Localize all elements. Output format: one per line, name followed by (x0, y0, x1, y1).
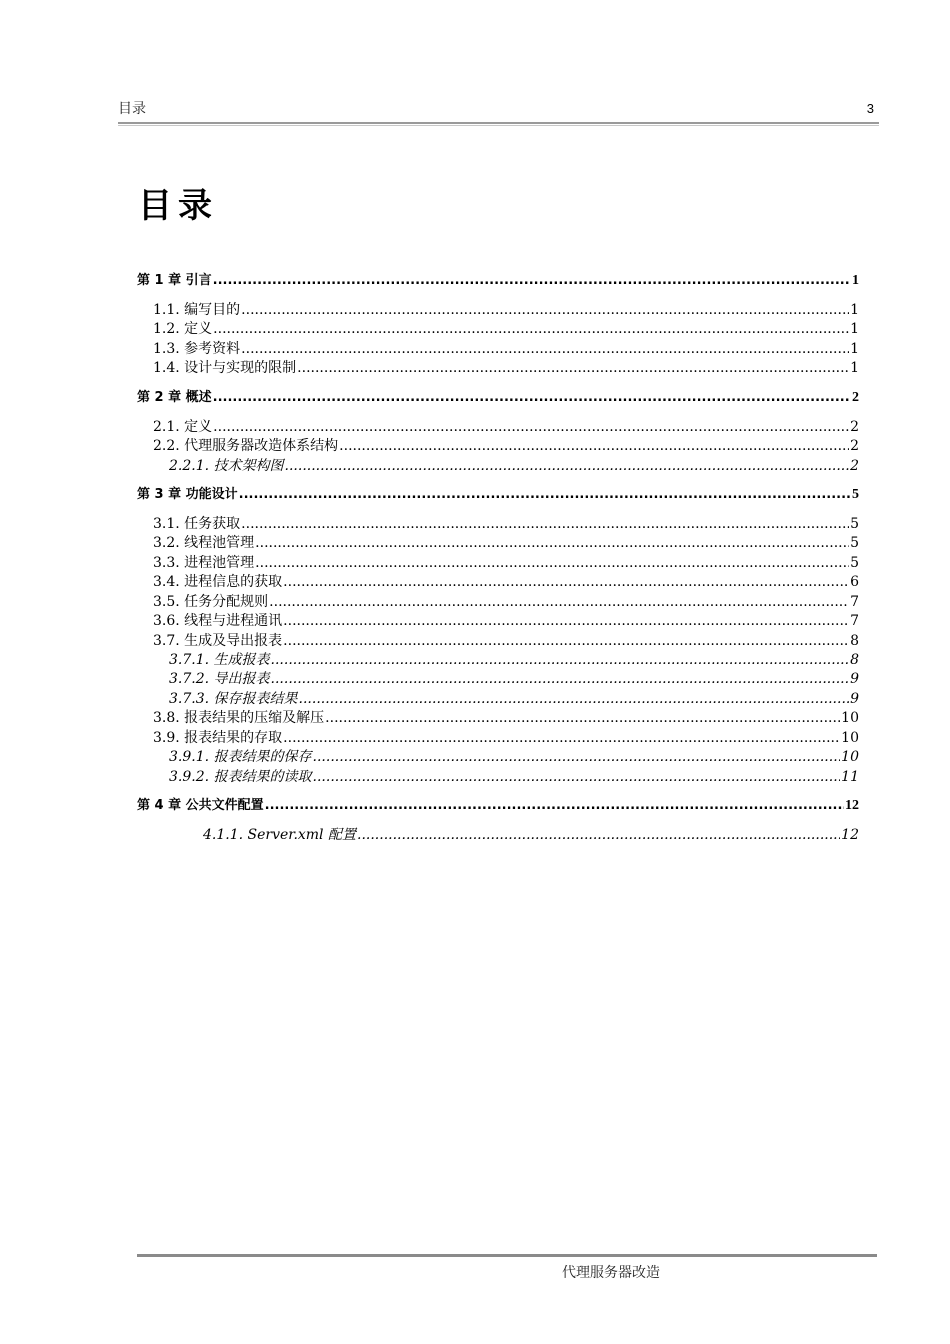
header-title: 目录 (118, 101, 146, 117)
toc-entry-page: 10 (841, 749, 859, 765)
document-title: 目录 (138, 186, 218, 226)
toc-entry[interactable] (153, 320, 859, 338)
toc-entry[interactable] (153, 612, 859, 630)
toc-dot-leader (271, 651, 850, 669)
toc-dot-leader (241, 301, 849, 319)
toc-dot-leader (255, 554, 849, 572)
toc-entry[interactable] (153, 534, 859, 552)
toc-chapter-entry[interactable] (137, 797, 859, 815)
toc-entry-page: 1 (850, 341, 859, 357)
toc-entry-label: 3.4. 进程信息的获取 (153, 574, 283, 590)
toc-dot-leader (339, 437, 849, 455)
toc-entry-label: 第 1 章 引言 (137, 273, 212, 288)
toc-entry-page: 1 (850, 302, 859, 318)
toc-entry-label: 3.7.2. 导出报表 (169, 671, 270, 687)
toc-entry-page: 12 (841, 827, 859, 843)
toc-entry[interactable] (153, 709, 859, 727)
toc-dot-leader (283, 729, 840, 747)
toc-entry[interactable] (169, 748, 859, 766)
toc-entry-label: 3.5. 任务分配规则 (153, 594, 269, 610)
toc-dot-leader (239, 486, 851, 504)
toc-entry-label: 第 2 章 概述 (137, 390, 212, 405)
toc-entry[interactable] (153, 515, 859, 533)
toc-entry-label: 3.8. 报表结果的压缩及解压 (153, 710, 325, 726)
toc-dot-leader (271, 670, 850, 688)
toc-dot-leader (283, 573, 849, 591)
toc-entry[interactable] (153, 593, 859, 611)
toc-dot-leader (269, 593, 849, 611)
toc-entry[interactable] (153, 301, 859, 319)
toc-entry-page: 9 (850, 671, 859, 687)
toc-entry-label: 1.1. 编写目的 (153, 302, 241, 318)
toc-entry-label: 2.1. 定义 (153, 419, 213, 435)
toc-entry-page: 7 (850, 613, 859, 629)
toc-entry[interactable] (153, 554, 859, 572)
toc-dot-leader (213, 389, 851, 407)
toc-entry-label: 3.7.3. 保存报表结果 (169, 691, 298, 707)
toc-entry[interactable] (153, 632, 859, 650)
toc-entry-label: 3.1. 任务获取 (153, 516, 241, 532)
toc-entry-page: 2 (850, 438, 859, 454)
toc-entry[interactable] (203, 826, 859, 844)
toc-dot-leader (313, 748, 841, 766)
toc-dot-leader (283, 612, 849, 630)
toc-entry-page: 2 (850, 419, 859, 435)
toc-entry-page: 5 (850, 516, 859, 532)
toc-entry-page: 12 (845, 798, 859, 813)
toc-entry-label: 3.7.1. 生成报表 (169, 652, 270, 668)
toc-entry-page: 6 (850, 574, 859, 590)
toc-entry-label: 3.6. 线程与进程通讯 (153, 613, 283, 629)
toc-dot-leader (313, 768, 841, 786)
toc-dot-leader (283, 632, 849, 650)
toc-dot-leader (357, 826, 840, 844)
toc-entry[interactable] (153, 573, 859, 591)
toc-entry-label: 4.1.1. Server.xml 配置 (203, 827, 356, 843)
toc-entry[interactable] (153, 418, 859, 436)
toc-entry-page: 5 (852, 487, 859, 502)
toc-chapter-entry[interactable] (137, 389, 859, 407)
footer-divider (137, 1254, 877, 1257)
toc-entry-page: 5 (850, 535, 859, 551)
toc-entry-label: 3.7. 生成及导出报表 (153, 633, 283, 649)
toc-entry-page: 5 (850, 555, 859, 571)
toc-entry-page: 10 (841, 730, 859, 746)
toc-entry-label: 3.9.2. 报表结果的读取 (169, 769, 312, 785)
toc-entry[interactable] (169, 651, 859, 669)
toc-dot-leader (213, 320, 849, 338)
toc-entry[interactable] (169, 768, 859, 786)
toc-entry-label: 第 4 章 公共文件配置 (137, 798, 264, 813)
toc-entry-label: 3.3. 进程池管理 (153, 555, 255, 571)
toc-entry-page: 7 (850, 594, 859, 610)
toc-entry-label: 2.2.1. 技术架构图 (169, 458, 284, 474)
toc-entry[interactable] (169, 457, 859, 475)
header-page-number: 3 (866, 101, 874, 116)
toc-dot-leader (297, 359, 849, 377)
toc-entry-label: 1.4. 设计与实现的限制 (153, 360, 297, 376)
toc-dot-leader (265, 797, 844, 815)
toc-entry[interactable] (169, 690, 859, 708)
toc-dot-leader (255, 534, 849, 552)
toc-entry[interactable] (153, 340, 859, 358)
toc-entry-page: 1 (850, 360, 859, 376)
toc-entry-page: 2 (850, 458, 859, 474)
toc-dot-leader (213, 272, 851, 290)
toc-entry-page: 9 (850, 691, 859, 707)
toc-chapter-entry[interactable] (137, 486, 859, 504)
toc-entry-label: 第 3 章 功能设计 (137, 487, 238, 502)
toc-entry-label: 2.2. 代理服务器改造体系结构 (153, 438, 339, 454)
toc-dot-leader (299, 690, 850, 708)
toc-entry-page: 2 (852, 390, 859, 405)
toc-entry-label: 3.9.1. 报表结果的保存 (169, 749, 312, 765)
toc-entry-label: 3.2. 线程池管理 (153, 535, 255, 551)
toc-entry-page: 8 (850, 633, 859, 649)
toc-dot-leader (241, 340, 849, 358)
toc-dot-leader (325, 709, 840, 727)
toc-entry[interactable] (153, 729, 859, 747)
toc-dot-leader (241, 515, 849, 533)
toc-entry-page: 1 (850, 321, 859, 337)
toc-entry-page: 1 (852, 273, 859, 288)
toc-entry-label: 1.2. 定义 (153, 321, 213, 337)
toc-entry-page: 8 (850, 652, 859, 668)
toc-chapter-entry[interactable] (137, 272, 859, 290)
toc-entry[interactable] (153, 359, 859, 377)
toc-entry[interactable] (169, 670, 859, 688)
toc-entry-label: 3.9. 报表结果的存取 (153, 730, 283, 746)
toc-entry-page: 10 (841, 710, 859, 726)
toc-entry-page: 11 (841, 769, 859, 785)
toc-dot-leader (285, 457, 850, 475)
toc-entry[interactable] (153, 437, 859, 455)
footer-text: 代理服务器改造 (562, 1265, 660, 1281)
toc-entry-label: 1.3. 参考资料 (153, 341, 241, 357)
toc-dot-leader (213, 418, 849, 436)
